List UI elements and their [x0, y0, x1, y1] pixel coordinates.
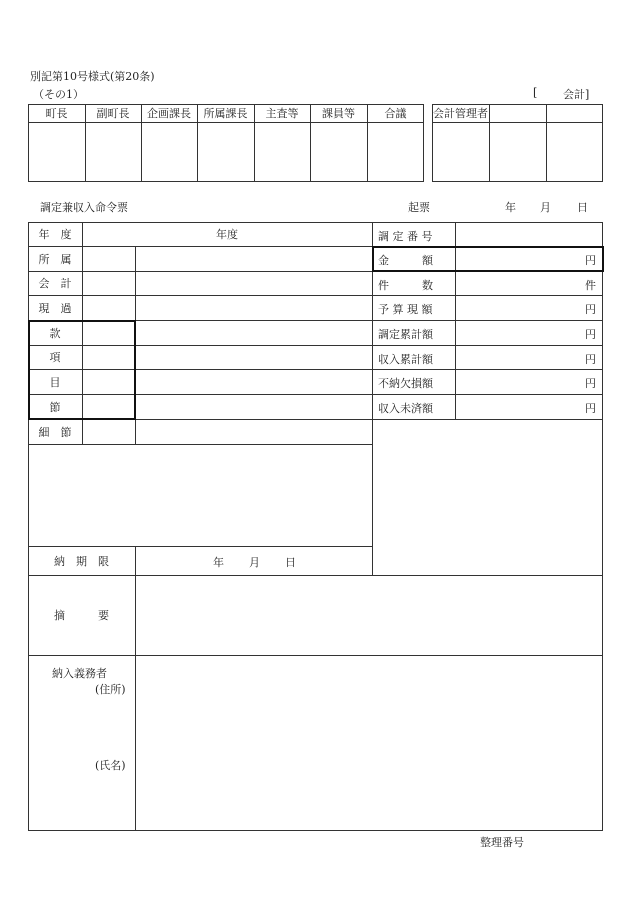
- setsu-label: 節: [49, 400, 61, 414]
- summary-label: 摘 要: [54, 609, 109, 622]
- moku-label: 目: [49, 375, 61, 389]
- misai-unit: 円: [585, 402, 596, 415]
- approval-header: 合議: [384, 107, 407, 120]
- payer-label: 納入義務者: [52, 667, 107, 680]
- approval-header: 企画課長: [147, 107, 191, 120]
- approval-header: 町長: [45, 107, 68, 120]
- approval-header: 主査等: [265, 107, 299, 120]
- saisetsu-label: 細 節: [38, 425, 72, 439]
- chotei-ruikei-unit: 円: [585, 328, 596, 341]
- address-label: (住所): [95, 683, 126, 696]
- funou-unit: 円: [585, 377, 596, 390]
- main-form: [28, 222, 603, 831]
- due-day: 日: [285, 556, 296, 569]
- origin-year: 年: [505, 201, 516, 214]
- kensu-label: 件 数: [378, 279, 433, 292]
- approval-header: 所属課長: [203, 107, 248, 120]
- kaikei-label: 会 計: [38, 277, 72, 290]
- yosan-unit: 円: [585, 303, 596, 316]
- chotei-bango-label: 調 定 番 号: [378, 230, 433, 243]
- origin-month: 月: [540, 201, 551, 214]
- due-month: 月: [249, 556, 260, 569]
- genka-label: 現 過: [38, 301, 72, 315]
- origin-label: 起票: [408, 201, 430, 214]
- chotei-ruikei-label: 調定累計額: [378, 328, 433, 341]
- due-year: 年: [213, 556, 224, 569]
- yosan-label: 予 算 現 額: [378, 303, 433, 316]
- approval-header: 課員等: [322, 107, 355, 120]
- page-title: 調定兼収入命令票: [40, 201, 128, 214]
- shozoku-label: 所 属: [38, 252, 72, 266]
- approval-header: 副町長: [96, 107, 130, 120]
- name-label: (氏名): [95, 759, 126, 772]
- due-label: 納 期 限: [54, 554, 109, 568]
- kingaku-label: 金 額: [378, 254, 433, 267]
- funou-label: 不納欠損額: [378, 377, 433, 390]
- kan-label: 款: [49, 326, 61, 340]
- origin-day: 日: [577, 201, 588, 214]
- shunyu-ruikei-unit: 円: [585, 353, 596, 366]
- kingaku-unit: 円: [585, 254, 596, 267]
- nendo-label: 年 度: [38, 228, 72, 241]
- kensu-unit: 件: [585, 279, 596, 292]
- shunyu-ruikei-label: 収入累計額: [378, 353, 433, 366]
- misai-label: 収入未済額: [378, 402, 433, 415]
- account-bracket: [: [533, 86, 538, 99]
- seiri-bango-label: 整理番号: [480, 836, 524, 849]
- form-sub-id: （その1）: [33, 88, 84, 101]
- approval-header: 会計管理者: [433, 107, 488, 120]
- kou-label: 項: [49, 351, 61, 364]
- form-id: 別記第10号様式(第20条): [30, 70, 155, 83]
- nendo-value: 年度: [216, 228, 238, 241]
- account-label: 会計]: [563, 88, 590, 101]
